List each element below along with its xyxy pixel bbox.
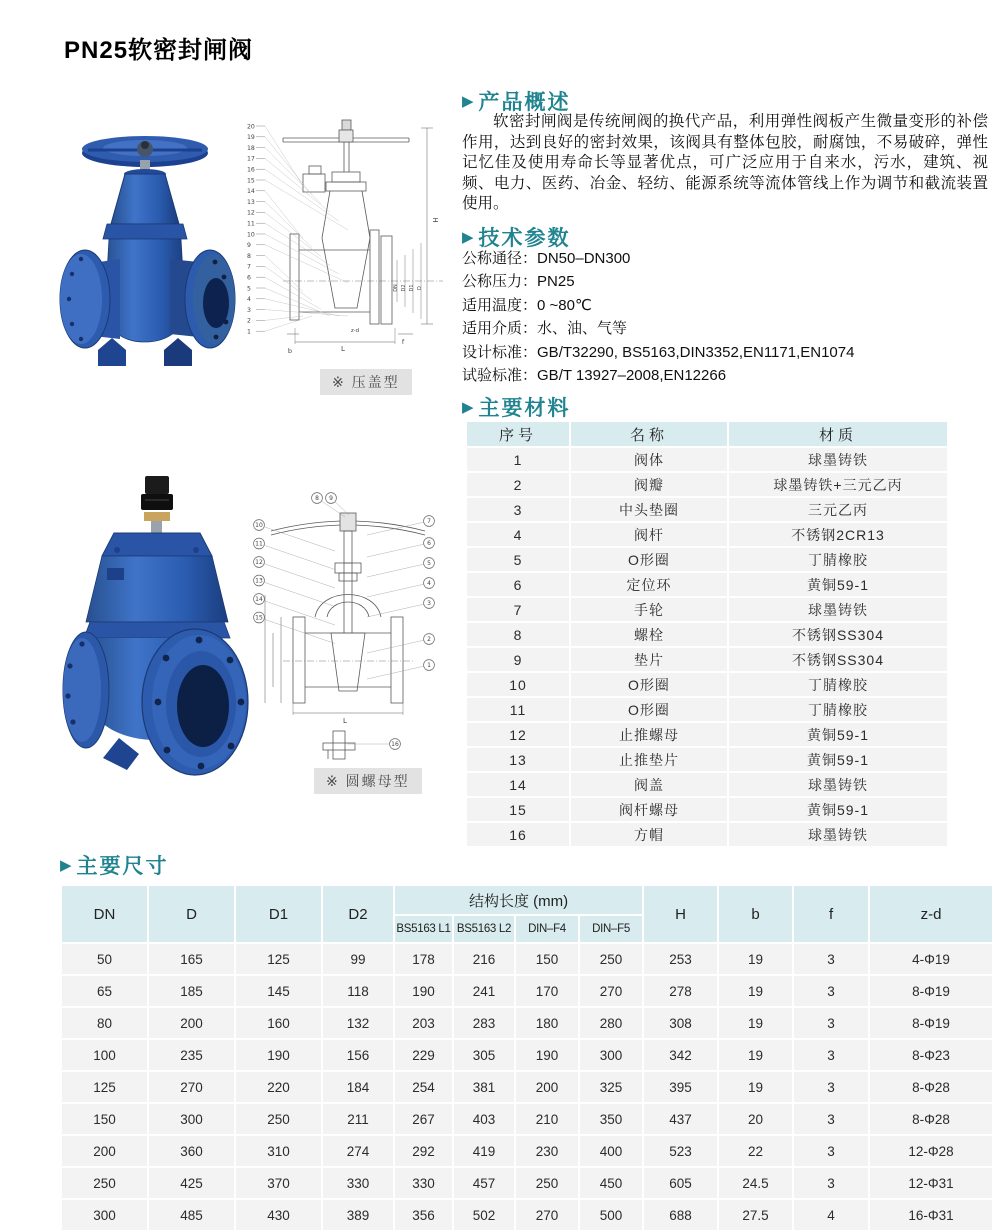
dimensions-cell: 8-Φ23 xyxy=(870,1040,992,1070)
materials-cell: 方帽 xyxy=(571,823,727,846)
dimensions-col-header: b xyxy=(719,886,792,942)
dimensions-cell: 210 xyxy=(516,1104,578,1134)
dimensions-cell: 200 xyxy=(516,1072,578,1102)
dimensions-cell: 4-Φ19 xyxy=(870,944,992,974)
materials-cell: 2 xyxy=(467,473,569,496)
materials-cell: 丁腈橡胶 xyxy=(729,548,947,571)
table-row xyxy=(467,598,947,621)
dimensions-cell: 274 xyxy=(323,1136,393,1166)
materials-cell: 止推垫片 xyxy=(571,748,727,771)
dimensions-cell: 3 xyxy=(794,976,868,1006)
dimensions-cell: 190 xyxy=(395,976,452,1006)
dimensions-cell: 8-Φ28 xyxy=(870,1072,992,1102)
dimensions-cell: 3 xyxy=(794,1072,868,1102)
dimensions-cell: 118 xyxy=(323,976,393,1006)
drawing-outline xyxy=(283,120,443,344)
table-row xyxy=(467,623,947,646)
section-title-overview: 产品概述 xyxy=(478,91,571,114)
materials-cell: 中头垫圈 xyxy=(571,498,727,521)
dimensions-cell: 170 xyxy=(516,976,578,1006)
dimensions-cell: 241 xyxy=(454,976,514,1006)
dimensions-cell: 3 xyxy=(794,944,868,974)
svg-text:1: 1 xyxy=(247,328,251,336)
dimensions-cell: 400 xyxy=(580,1136,642,1166)
materials-col-header: 名称 xyxy=(571,422,727,446)
materials-cell: 阀杆 xyxy=(571,523,727,546)
svg-text:11: 11 xyxy=(247,220,255,228)
svg-text:L: L xyxy=(343,717,347,725)
table-row xyxy=(467,473,947,496)
materials-cell: 不锈钢SS304 xyxy=(729,648,947,671)
dimensions-cell: 300 xyxy=(62,1200,147,1230)
svg-text:11: 11 xyxy=(255,540,263,548)
svg-text:2: 2 xyxy=(247,317,251,325)
dimensions-cell: 27.5 xyxy=(719,1200,792,1230)
dimensions-cell: 356 xyxy=(395,1200,452,1230)
dimensions-cell: 278 xyxy=(644,976,717,1006)
dimensions-col-header: D xyxy=(149,886,234,942)
dimensions-cell: 300 xyxy=(149,1104,234,1134)
param-row xyxy=(462,270,988,293)
param-row xyxy=(462,364,988,387)
materials-cell: 12 xyxy=(467,723,569,746)
svg-text:4: 4 xyxy=(427,580,431,588)
materials-cell: 黄铜59-1 xyxy=(729,723,947,746)
dimensions-cell: 425 xyxy=(149,1168,234,1198)
dimensions-cell: 395 xyxy=(644,1072,717,1102)
gland-callout-numbers xyxy=(247,123,348,335)
svg-text:7: 7 xyxy=(247,263,251,271)
round-nut-dimension-labels xyxy=(343,717,347,725)
section-arrow-icon: ▶ xyxy=(462,228,474,246)
table-row xyxy=(467,798,947,821)
section-title-materials: 主要材料 xyxy=(478,397,571,420)
param-label: 公称压力： xyxy=(462,273,538,291)
dimensions-cell: 19 xyxy=(719,1008,792,1038)
gate-valve-photo-gland-type xyxy=(58,112,238,380)
svg-text:4: 4 xyxy=(247,296,251,304)
table-row xyxy=(467,723,947,746)
section-arrow-icon: ▶ xyxy=(60,856,72,874)
table-row xyxy=(467,773,947,796)
page-title: PN25软密封闸阀 xyxy=(64,37,254,64)
dimensions-cell: 20 xyxy=(719,1104,792,1134)
param-value: 0 ~80℃ xyxy=(537,296,592,314)
materials-cell: 球墨铸铁 xyxy=(729,823,947,846)
svg-text:10: 10 xyxy=(247,231,255,239)
materials-cell: 6 xyxy=(467,573,569,596)
param-value: DN50–DN300 xyxy=(537,250,631,267)
dimensions-cell: 22 xyxy=(719,1136,792,1166)
materials-cell: 7 xyxy=(467,598,569,621)
svg-text:1: 1 xyxy=(427,662,431,670)
gland-dimension-labels xyxy=(288,217,439,355)
dimensions-cell: 254 xyxy=(395,1072,452,1102)
dimensions-cell: 300 xyxy=(580,1040,642,1070)
materials-cell: O形圈 xyxy=(571,548,727,571)
dimensions-cell: 12-Φ28 xyxy=(870,1136,992,1166)
param-row xyxy=(462,294,988,317)
table-row xyxy=(467,448,947,471)
svg-text:13: 13 xyxy=(247,198,255,206)
table-row xyxy=(62,1008,992,1038)
dimensions-table xyxy=(60,884,994,1232)
dimensions-cell: 270 xyxy=(149,1072,234,1102)
materials-cell: 8 xyxy=(467,623,569,646)
materials-cell: 1 xyxy=(467,448,569,471)
table-row xyxy=(62,1168,992,1198)
svg-text:20: 20 xyxy=(247,123,255,131)
dimensions-cell: 203 xyxy=(395,1008,452,1038)
overview-paragraph: 软密封闸阀是传统闸阀的换代产品，利用弹性阀板产生微量变形的补偿作用，达到良好的密封效果，该阀具有整体包胶，耐腐蚀，不易破碎，弹性记忆佳及使用寿命长等显著优点，可广泛应用于自来水，污水，建筑、视频、电力、医药、冶金、轻纺、能源系统等流体管线上作为调节和截流装置使用。 xyxy=(462,113,988,213)
dimensions-cell: 220 xyxy=(236,1072,321,1102)
dimensions-cell: 19 xyxy=(719,1072,792,1102)
dimensions-sub-header: DIN–F4 xyxy=(516,916,578,942)
svg-text:16: 16 xyxy=(247,166,255,174)
dimensions-cell: 485 xyxy=(149,1200,234,1230)
materials-cell: 丁腈橡胶 xyxy=(729,673,947,696)
dimensions-col-header: z-d xyxy=(870,886,992,942)
svg-text:12: 12 xyxy=(255,559,263,567)
table-row xyxy=(467,573,947,596)
dimensions-col-header: D2 xyxy=(323,886,393,942)
dimensions-table-body xyxy=(62,944,992,1230)
dimensions-cell: 330 xyxy=(323,1168,393,1198)
svg-text:H: H xyxy=(431,217,439,223)
svg-text:19: 19 xyxy=(247,134,255,142)
dimensions-group-header: 结构长度 (mm) xyxy=(395,886,642,914)
table-row xyxy=(467,698,947,721)
table-row xyxy=(62,1040,992,1070)
dimensions-cell: 283 xyxy=(454,1008,514,1038)
table-row xyxy=(62,1104,992,1134)
svg-text:DN: DN xyxy=(393,284,399,292)
svg-text:D: D xyxy=(417,286,423,290)
gate-valve-drawing-round-nut-type xyxy=(245,485,445,781)
svg-text:z-d: z-d xyxy=(350,328,360,334)
param-row xyxy=(462,341,988,364)
dimensions-cell: 19 xyxy=(719,976,792,1006)
materials-cell: 定位环 xyxy=(571,573,727,596)
section-header-materials xyxy=(462,392,571,422)
table-row xyxy=(62,1136,992,1166)
dimensions-sub-header: BS5163 L2 xyxy=(454,916,514,942)
dimensions-cell: 437 xyxy=(644,1104,717,1134)
svg-text:L: L xyxy=(341,345,345,353)
dimensions-cell: 500 xyxy=(580,1200,642,1230)
dimensions-sub-header: BS5163 L1 xyxy=(395,916,452,942)
table-row xyxy=(62,976,992,1006)
dimensions-cell: 310 xyxy=(236,1136,321,1166)
materials-cell: 黄铜59-1 xyxy=(729,798,947,821)
dimensions-cell: 688 xyxy=(644,1200,717,1230)
svg-text:14: 14 xyxy=(255,596,263,604)
dimensions-cell: 185 xyxy=(149,976,234,1006)
materials-cell: 4 xyxy=(467,523,569,546)
svg-text:f: f xyxy=(401,338,405,346)
dimensions-cell: 250 xyxy=(516,1168,578,1198)
dimensions-cell: 419 xyxy=(454,1136,514,1166)
dimensions-cell: 3 xyxy=(794,1040,868,1070)
dimensions-cell: 19 xyxy=(719,944,792,974)
dimensions-cell: 350 xyxy=(580,1104,642,1134)
dimensions-col-header: DN xyxy=(62,886,147,942)
svg-text:D2: D2 xyxy=(401,284,407,292)
svg-text:3: 3 xyxy=(247,306,251,314)
dimensions-cell: 3 xyxy=(794,1104,868,1134)
param-value: PN25 xyxy=(537,273,575,291)
table-row xyxy=(62,944,992,974)
materials-cell: 手轮 xyxy=(571,598,727,621)
dimensions-cell: 3 xyxy=(794,1136,868,1166)
dimensions-cell: 150 xyxy=(62,1104,147,1134)
dimensions-cell: 50 xyxy=(62,944,147,974)
table-row xyxy=(62,1072,992,1102)
materials-cell: 黄铜59-1 xyxy=(729,748,947,771)
dimensions-cell: 230 xyxy=(516,1136,578,1166)
dimensions-cell: 267 xyxy=(395,1104,452,1134)
dimensions-sub-header: DIN–F5 xyxy=(580,916,642,942)
svg-text:14: 14 xyxy=(247,188,255,196)
dimensions-cell: 280 xyxy=(580,1008,642,1038)
dimensions-cell: 305 xyxy=(454,1040,514,1070)
param-value: GB/T 13927–2008,EN12266 xyxy=(537,366,727,384)
dimensions-cell: 457 xyxy=(454,1168,514,1198)
dimensions-cell: 190 xyxy=(516,1040,578,1070)
dimensions-cell: 270 xyxy=(516,1200,578,1230)
param-row xyxy=(462,247,988,270)
materials-cell: 9 xyxy=(467,648,569,671)
materials-cell: 阀杆螺母 xyxy=(571,798,727,821)
dimensions-cell: 156 xyxy=(323,1040,393,1070)
param-row xyxy=(462,317,988,340)
dimensions-cell: 211 xyxy=(323,1104,393,1134)
materials-cell: 球墨铸铁 xyxy=(729,773,947,796)
dimensions-cell: 308 xyxy=(644,1008,717,1038)
dimensions-cell: 381 xyxy=(454,1072,514,1102)
section-arrow-icon: ▶ xyxy=(462,398,474,416)
materials-table-body xyxy=(467,448,947,846)
materials-cell: 不锈钢SS304 xyxy=(729,623,947,646)
dimensions-cell: 8-Φ19 xyxy=(870,976,992,1006)
dimensions-cell: 342 xyxy=(644,1040,717,1070)
dimensions-cell: 605 xyxy=(644,1168,717,1198)
dimensions-cell: 403 xyxy=(454,1104,514,1134)
materials-cell: 三元乙丙 xyxy=(729,498,947,521)
materials-cell: 13 xyxy=(467,748,569,771)
dimensions-cell: 330 xyxy=(395,1168,452,1198)
dimensions-col-header: D1 xyxy=(236,886,321,942)
dimensions-cell: 250 xyxy=(236,1104,321,1134)
dimensions-cell: 200 xyxy=(62,1136,147,1166)
materials-cell: 螺栓 xyxy=(571,623,727,646)
svg-text:b: b xyxy=(287,347,293,355)
dimensions-cell: 8-Φ28 xyxy=(870,1104,992,1134)
dimensions-cell: 184 xyxy=(323,1072,393,1102)
table-row xyxy=(467,523,947,546)
svg-text:16: 16 xyxy=(391,741,399,749)
dimensions-cell: 190 xyxy=(236,1040,321,1070)
param-label: 适用介质： xyxy=(462,320,538,338)
dimensions-cell: 229 xyxy=(395,1040,452,1070)
dimensions-cell: 523 xyxy=(644,1136,717,1166)
section-header-dimensions xyxy=(60,850,169,880)
svg-text:13: 13 xyxy=(255,577,263,585)
caption-gland-type: ※ 压盖型 xyxy=(320,369,412,395)
dimensions-cell: 253 xyxy=(644,944,717,974)
param-value: GB/T32290, BS5163,DIN3352,EN1171,EN1074 xyxy=(537,343,855,361)
dimensions-cell: 3 xyxy=(794,1008,868,1038)
materials-cell: 黄铜59-1 xyxy=(729,573,947,596)
svg-text:5: 5 xyxy=(427,560,431,568)
dimensions-cell: 250 xyxy=(580,944,642,974)
dimensions-cell: 99 xyxy=(323,944,393,974)
param-label: 公称通径： xyxy=(462,250,538,267)
dimensions-cell: 24.5 xyxy=(719,1168,792,1198)
materials-cell: 5 xyxy=(467,548,569,571)
dimensions-cell: 216 xyxy=(454,944,514,974)
dimensions-cell: 200 xyxy=(149,1008,234,1038)
materials-cell: 丁腈橡胶 xyxy=(729,698,947,721)
caption-round-nut-type: ※ 圆螺母型 xyxy=(314,768,422,794)
materials-cell: O形圈 xyxy=(571,698,727,721)
dimensions-cell: 150 xyxy=(516,944,578,974)
materials-cell: 3 xyxy=(467,498,569,521)
dimensions-cell: 360 xyxy=(149,1136,234,1166)
dimensions-cell: 80 xyxy=(62,1008,147,1038)
dimensions-cell: 235 xyxy=(149,1040,234,1070)
materials-cell: 16 xyxy=(467,823,569,846)
materials-cell: 15 xyxy=(467,798,569,821)
dimensions-cell: 3 xyxy=(794,1168,868,1198)
dimensions-cell: 145 xyxy=(236,976,321,1006)
dimensions-cell: 12-Φ31 xyxy=(870,1168,992,1198)
materials-cell: 阀体 xyxy=(571,448,727,471)
dimensions-cell: 100 xyxy=(62,1040,147,1070)
svg-text:9: 9 xyxy=(247,242,251,250)
dimensions-cell: 292 xyxy=(395,1136,452,1166)
param-value: 水、油、气等 xyxy=(537,320,628,338)
table-row xyxy=(467,823,947,846)
dimensions-cell: 125 xyxy=(236,944,321,974)
section-title-tech-params: 技术参数 xyxy=(478,227,571,250)
tech-params-list xyxy=(462,247,988,387)
dimensions-cell: 370 xyxy=(236,1168,321,1198)
materials-cell: 11 xyxy=(467,698,569,721)
materials-col-header: 材质 xyxy=(729,422,947,446)
dimensions-cell: 502 xyxy=(454,1200,514,1230)
dimensions-cell: 4 xyxy=(794,1200,868,1230)
materials-cell: 阀盖 xyxy=(571,773,727,796)
table-row xyxy=(467,498,947,521)
svg-text:D1: D1 xyxy=(409,284,415,292)
materials-cell: 球墨铸铁 xyxy=(729,448,947,471)
svg-text:8: 8 xyxy=(247,252,251,260)
table-row xyxy=(467,673,947,696)
dimensions-cell: 132 xyxy=(323,1008,393,1038)
materials-col-header: 序号 xyxy=(467,422,569,446)
dimensions-cell: 270 xyxy=(580,976,642,1006)
materials-table xyxy=(465,420,949,848)
gate-valve-photo-round-nut-type xyxy=(55,470,260,792)
materials-cell: O形圈 xyxy=(571,673,727,696)
gate-valve-drawing-gland-type xyxy=(243,110,452,360)
svg-text:5: 5 xyxy=(247,285,251,293)
table-row xyxy=(467,648,947,671)
svg-text:3: 3 xyxy=(427,600,431,608)
dimensions-cell: 450 xyxy=(580,1168,642,1198)
materials-cell: 14 xyxy=(467,773,569,796)
svg-text:10: 10 xyxy=(255,522,263,530)
dimensions-cell: 178 xyxy=(395,944,452,974)
dimensions-cell: 180 xyxy=(516,1008,578,1038)
svg-text:8: 8 xyxy=(315,495,319,503)
section-arrow-icon: ▶ xyxy=(462,92,474,110)
materials-cell: 10 xyxy=(467,673,569,696)
materials-cell: 不锈钢2CR13 xyxy=(729,523,947,546)
dimensions-cell: 8-Φ19 xyxy=(870,1008,992,1038)
dimensions-cell: 389 xyxy=(323,1200,393,1230)
materials-cell: 球墨铸铁+三元乙丙 xyxy=(729,473,947,496)
table-row xyxy=(62,1200,992,1230)
dimensions-cell: 125 xyxy=(62,1072,147,1102)
table-row xyxy=(467,748,947,771)
materials-cell: 垫片 xyxy=(571,648,727,671)
dimensions-cell: 19 xyxy=(719,1040,792,1070)
svg-text:6: 6 xyxy=(247,274,251,282)
svg-text:18: 18 xyxy=(247,144,255,152)
svg-text:9: 9 xyxy=(329,495,333,503)
dimensions-col-header: H xyxy=(644,886,717,942)
param-label: 试验标准： xyxy=(462,366,538,384)
section-title-dimensions: 主要尺寸 xyxy=(76,855,169,878)
table-row xyxy=(467,548,947,571)
svg-text:15: 15 xyxy=(247,177,255,185)
svg-text:15: 15 xyxy=(255,614,263,622)
svg-text:7: 7 xyxy=(427,518,431,526)
dimensions-cell: 325 xyxy=(580,1072,642,1102)
param-label: 设计标准： xyxy=(462,343,538,361)
dimensions-col-header: f xyxy=(794,886,868,942)
materials-cell: 止推螺母 xyxy=(571,723,727,746)
svg-text:17: 17 xyxy=(247,155,255,163)
dimensions-cell: 160 xyxy=(236,1008,321,1038)
dimensions-header-row-1 xyxy=(62,886,992,914)
dimensions-cell: 430 xyxy=(236,1200,321,1230)
dimensions-cell: 16-Φ31 xyxy=(870,1200,992,1230)
svg-text:6: 6 xyxy=(427,540,431,548)
materials-header-row xyxy=(467,422,947,446)
svg-text:2: 2 xyxy=(427,636,431,644)
svg-text:12: 12 xyxy=(247,209,255,217)
materials-cell: 球墨铸铁 xyxy=(729,598,947,621)
materials-cell: 阀瓣 xyxy=(571,473,727,496)
param-label: 适用温度： xyxy=(462,296,538,314)
dimensions-cell: 65 xyxy=(62,976,147,1006)
dimensions-cell: 250 xyxy=(62,1168,147,1198)
dimensions-cell: 165 xyxy=(149,944,234,974)
